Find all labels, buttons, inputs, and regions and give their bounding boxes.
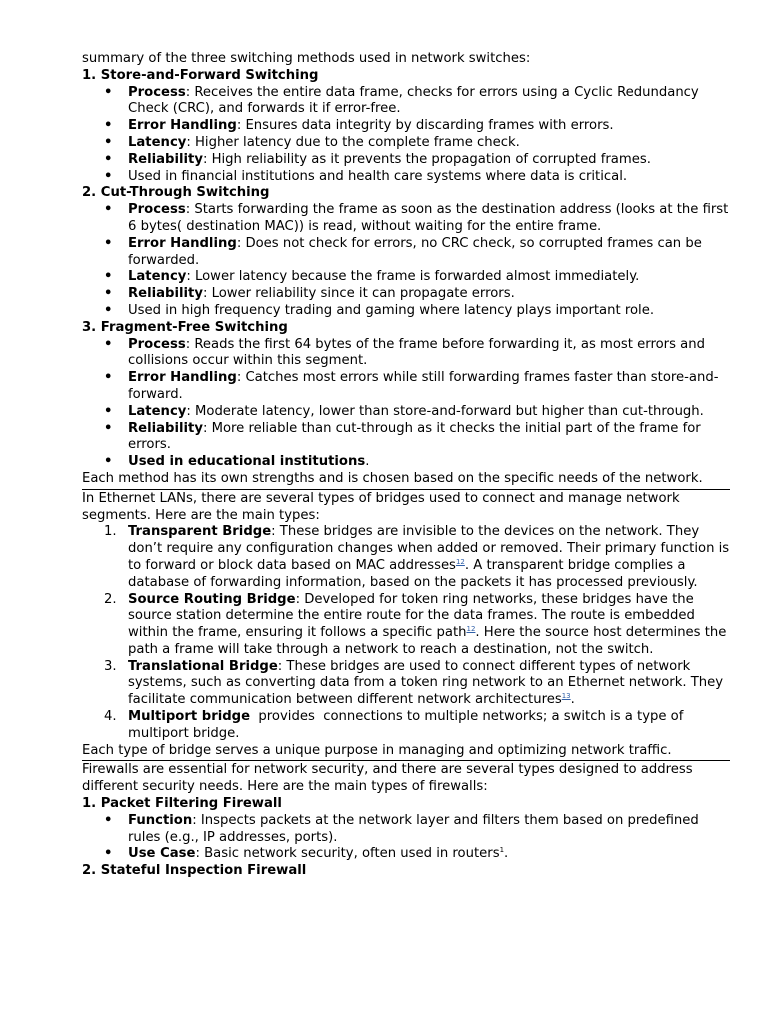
section-heading: 2. Cut-Through Switching (82, 185, 270, 201)
list-item: • Error Handling: Catches most errors while still forwarding frames faster than store-and-forward. (82, 370, 730, 404)
bridges-intro: In Ethernet LANs, there are several types of bridges used to connect and manage network segments. Here are the main types: (82, 490, 680, 523)
item-label: Process (128, 336, 186, 352)
section-divider (82, 760, 730, 761)
list-item: • Reliability: Lower reliability since it can propagate errors. (82, 286, 730, 303)
list-item: • Latency: Higher latency due to the complete frame check. (82, 135, 730, 152)
list-item: • Reliability: More reliable than cut-through as it checks the initial part of the frame for errors. (82, 421, 730, 455)
item-label: Error Handling (128, 118, 237, 134)
bridges-conclusion: Each type of bridge serves a unique purpose in managing and optimizing network traffic. (82, 742, 672, 758)
item-label: Reliability (128, 286, 203, 302)
item-label: Reliability (128, 151, 203, 167)
firewalls-intro: Firewalls are essential for network security, and there are several types designed to address different security needs. Here are the main types of firewalls: (82, 762, 693, 795)
list-item: • Used in educational institutions. (82, 454, 730, 471)
item-label: Error Handling (128, 370, 237, 386)
item-label: Source Routing Bridge (128, 591, 296, 607)
list-item: • Latency: Moderate latency, lower than store-and-forward but higher than cut-through. (82, 404, 730, 421)
list-item: • Function: Inspects packets at the network layer and filters them based on predefined rules (e.g., IP addresses, ports). (82, 813, 730, 847)
list-item: 1. Transparent Bridge: These bridges are invisible to the devices on the network. They don’t require any configuration changes when added or removed. Their primary function is to forward or block data based on MAC addresses$^{12}$. A transparent bridge complies a database of forwarding information, based on the packets it has processed previously. (104, 524, 730, 590)
citation-link[interactable]: 12 (455, 557, 465, 566)
list-item: • Latency: Lower latency because the frame is forwarded almost immediately. (82, 269, 730, 286)
list-item: 4. Multiport bridge provides connections to multiple networks; a switch is a type of multiport bridge. (104, 709, 684, 741)
item-label: Translational Bridge (128, 658, 278, 674)
list-item: • Error Handling: Ensures data integrity by discarding frames with errors. (82, 118, 730, 135)
item-label: Used in educational institutions (128, 454, 366, 470)
section-divider (82, 489, 730, 490)
list-item: • Used in high frequency trading and gaming where latency plays important role. (82, 303, 730, 320)
document-page (82, 51, 730, 880)
item-label: Function (128, 812, 193, 828)
bullet-list (82, 337, 730, 471)
bullet-list (82, 813, 730, 863)
item-label: Latency (128, 269, 187, 285)
section-heading: 1. Packet Filtering Firewall (82, 796, 282, 812)
list-item: • Process: Starts forwarding the frame as soon as the destination address (looks at the first 6 bytes( destination MAC)) is read, without waiting for the entire frame. (82, 202, 730, 236)
list-item: • Used in financial institutions and health care systems where data is critical. (82, 169, 730, 186)
list-item: • Error Handling: Does not check for errors, no CRC check, so corrupted frames can be forwarded. (82, 236, 730, 270)
item-number: 1. (104, 524, 117, 540)
list-item: • Process: Reads the first 64 bytes of the frame before forwarding it, as most errors and collisions occur within this segment. (82, 337, 730, 371)
bullet-list (82, 202, 730, 320)
section-heading: 3. Fragment-Free Switching (82, 319, 288, 335)
section-heading: 2. Stateful Inspection Firewall (82, 863, 307, 879)
citation-link[interactable]: 13 (561, 692, 571, 701)
item-label: Latency (128, 403, 187, 419)
item-label: Error Handling (128, 235, 237, 251)
list-item: • Use Case: Basic network security, often used in routers$^1$. (82, 846, 730, 863)
item-label: Reliability (128, 420, 203, 436)
item-label: Multiport bridge (128, 709, 251, 725)
list-item: • Process: Receives the entire data frame, checks for errors using a Cyclic Redundancy Check (CRC), and forwards it if error-free. (82, 85, 730, 119)
item-number: 2. (104, 591, 117, 607)
list-item: 3. Translational Bridge: These bridges are used to connect different types of network systems, such as converting data from a token ring network to an Ethernet network. They facilitate communication between different network architectures$^{13}$. (104, 658, 724, 708)
item-label: Process (128, 84, 186, 100)
list-item: • Reliability: High reliability as it prevents the propagation of corrupted frames. (82, 152, 730, 169)
numbered-list (82, 524, 730, 742)
item-number: 3. (104, 658, 117, 674)
switching-conclusion: Each method has its own strengths and is chosen based on the specific needs of the network. (82, 470, 703, 486)
item-number: 4. (104, 709, 117, 725)
citation-link[interactable]: 12 (466, 625, 476, 634)
list-item: 2. Source Routing Bridge: Developed for token ring networks, these bridges have the source station determine the entire route for the data frames. The route is embedded within the frame, ensuring it follows a specific path$^{12}$. Here the source host determines the path a frame will take through a network to reach a destination, not the switch. (104, 591, 727, 657)
item-label: Process (128, 202, 186, 218)
item-label: Transparent Bridge (128, 524, 272, 540)
bullet-list (82, 85, 730, 186)
footnote-marker: 1 (499, 846, 505, 855)
switching-intro: summary of the three switching methods used in network switches: (82, 51, 531, 66)
item-label: Latency (128, 134, 187, 150)
section-heading: 1. Store-and-Forward Switching (82, 67, 319, 83)
item-label: Use Case (128, 846, 196, 862)
